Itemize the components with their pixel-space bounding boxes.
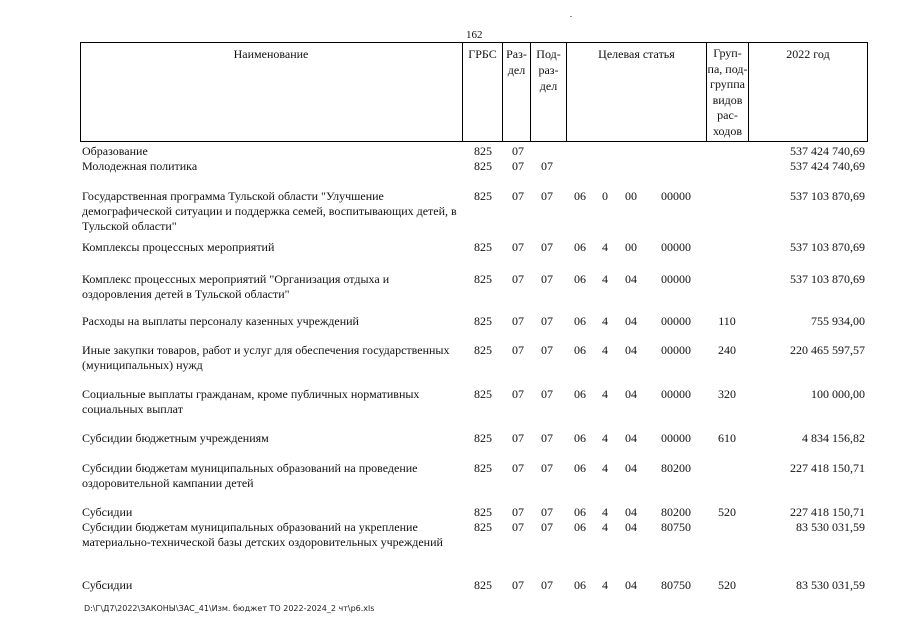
row-prog: 06 — [574, 189, 586, 203]
row-amount: 4 834 156,82 — [802, 431, 865, 445]
row-type: 4 — [602, 461, 608, 475]
row-grbs: 825 — [474, 189, 492, 203]
row-podrazdel: 07 — [541, 387, 553, 401]
row-vr: 110 — [718, 314, 736, 328]
row-podrazdel: 07 — [541, 431, 553, 445]
header-razdel: Раз- дел — [506, 47, 527, 77]
row-vr: 520 — [718, 578, 736, 592]
row-grbs: 825 — [474, 578, 492, 592]
row-amount: 220 465 597,57 — [790, 343, 865, 357]
row-dir: 80750 — [661, 578, 691, 592]
row-type: 0 — [602, 189, 608, 203]
row-prog: 06 — [574, 431, 586, 445]
row-name: Государственная программа Тульской области "Улучшение демографической ситуации и поддержка семей, воспитывающих детей, в Тульской области" — [82, 189, 457, 233]
row-podrazdel: 07 — [541, 272, 553, 286]
row-type: 4 — [602, 505, 608, 519]
row-podrazdel: 07 — [541, 159, 553, 173]
row-name: Молодежная политика — [82, 159, 198, 173]
header-grbs: ГРБС — [468, 47, 497, 61]
row-grbs: 825 — [474, 461, 492, 475]
row-grbs: 825 — [474, 240, 492, 254]
row-razdel: 07 — [512, 240, 524, 254]
row-podrazdel: 07 — [541, 240, 553, 254]
row-vr: 320 — [718, 387, 736, 401]
row-razdel: 07 — [512, 159, 524, 173]
row-prog: 06 — [574, 272, 586, 286]
row-name: Субсидии — [82, 578, 133, 592]
row-comp: 04 — [625, 272, 637, 286]
row-amount: 537 103 870,69 — [790, 189, 865, 203]
row-grbs: 825 — [474, 431, 492, 445]
row-prog: 06 — [574, 240, 586, 254]
row-comp: 04 — [625, 314, 637, 328]
row-name: Субсидии бюджетам муниципальных образований на проведение оздоровительной кампании детей — [82, 461, 418, 490]
row-dir: 00000 — [661, 189, 691, 203]
row-amount: 755 934,00 — [811, 314, 865, 328]
row-name: Комплексы процессных мероприятий — [82, 240, 275, 254]
row-dir: 80200 — [661, 505, 691, 519]
row-name: Образование — [82, 144, 148, 158]
row-grbs: 825 — [474, 314, 492, 328]
row-comp: 04 — [625, 387, 637, 401]
scan-speck — [570, 16, 572, 17]
row-podrazdel: 07 — [541, 578, 553, 592]
row-type: 4 — [602, 431, 608, 445]
row-comp: 04 — [625, 431, 637, 445]
row-razdel: 07 — [512, 272, 524, 286]
row-dir: 80750 — [661, 520, 691, 534]
row-prog: 06 — [574, 505, 586, 519]
row-vr: 520 — [718, 505, 736, 519]
row-amount: 100 000,00 — [811, 387, 865, 401]
file-path-footer: D:\Г\Д7\2022\ЗАКОНЫ\ЗАС_41\Изм. бюджет ТО 2022-2024_2 чт\р6.xls — [84, 604, 375, 613]
row-type: 4 — [602, 578, 608, 592]
header-podrazdel: Под- раз- дел — [536, 47, 561, 93]
row-type: 4 — [602, 272, 608, 286]
row-podrazdel: 07 — [541, 505, 553, 519]
row-grbs: 825 — [474, 505, 492, 519]
row-grbs: 825 — [474, 520, 492, 534]
row-type: 4 — [602, 240, 608, 254]
row-dir: 00000 — [661, 272, 691, 286]
row-amount: 537 103 870,69 — [790, 272, 865, 286]
row-dir: 00000 — [661, 387, 691, 401]
row-comp: 04 — [625, 505, 637, 519]
row-name: Субсидии — [82, 505, 133, 519]
row-grbs: 825 — [474, 272, 492, 286]
header-year: 2022 год — [786, 47, 830, 61]
header-target-article: Целевая статья — [598, 47, 675, 61]
row-razdel: 07 — [512, 431, 524, 445]
row-name: Субсидии бюджетам муниципальных образований на укрепление материально-технической базы детских оздоровительных учреждений — [82, 520, 443, 549]
row-name: Комплекс процессных мероприятий "Организация отдыха и оздоровления детей в Тульской области" — [82, 272, 390, 301]
row-podrazdel: 07 — [541, 520, 553, 534]
row-type: 4 — [602, 314, 608, 328]
header-name: Наименование — [233, 47, 309, 61]
row-razdel: 07 — [512, 461, 524, 475]
row-amount: 537 103 870,69 — [790, 240, 865, 254]
row-podrazdel: 07 — [541, 189, 553, 203]
row-prog: 06 — [574, 461, 586, 475]
row-type: 4 — [602, 387, 608, 401]
row-podrazdel: 07 — [541, 343, 553, 357]
row-type: 4 — [602, 343, 608, 357]
row-vr: 610 — [718, 431, 736, 445]
row-podrazdel: 07 — [541, 461, 553, 475]
row-name: Субсидии бюджетным учреждениям — [82, 431, 269, 445]
page-number: 162 — [466, 29, 483, 41]
row-comp: 04 — [625, 520, 637, 534]
row-razdel: 07 — [512, 520, 524, 534]
row-amount: 227 418 150,71 — [790, 505, 865, 519]
row-amount: 537 424 740,69 — [790, 144, 865, 158]
row-amount: 83 530 031,59 — [796, 578, 865, 592]
row-comp: 04 — [625, 343, 637, 357]
row-dir: 00000 — [661, 431, 691, 445]
row-razdel: 07 — [512, 144, 524, 158]
row-razdel: 07 — [512, 343, 524, 357]
row-name: Иные закупки товаров, работ и услуг для обеспечения государственных (муниципальных) нужд — [82, 343, 450, 372]
row-prog: 06 — [574, 314, 586, 328]
header-expense-type: Груп- па, под- группа видов рас- ходов — [707, 46, 748, 138]
row-name: Социальные выплаты гражданам, кроме публичных нормативных социальных выплат — [82, 387, 420, 416]
row-dir: 00000 — [661, 240, 691, 254]
row-prog: 06 — [574, 343, 586, 357]
row-razdel: 07 — [512, 189, 524, 203]
row-amount: 227 418 150,71 — [790, 461, 865, 475]
row-prog: 06 — [574, 520, 586, 534]
row-razdel: 07 — [512, 505, 524, 519]
row-prog: 06 — [574, 578, 586, 592]
row-dir: 00000 — [661, 314, 691, 328]
row-dir: 00000 — [661, 343, 691, 357]
row-comp: 04 — [625, 461, 637, 475]
row-dir: 80200 — [661, 461, 691, 475]
row-grbs: 825 — [474, 144, 492, 158]
row-name: Расходы на выплаты персоналу казенных учреждений — [82, 314, 359, 328]
row-grbs: 825 — [474, 387, 492, 401]
row-amount: 537 424 740,69 — [790, 159, 865, 173]
row-razdel: 07 — [512, 387, 524, 401]
row-comp: 00 — [625, 240, 637, 254]
row-comp: 00 — [625, 189, 637, 203]
row-vr: 240 — [718, 343, 736, 357]
row-razdel: 07 — [512, 578, 524, 592]
row-podrazdel: 07 — [541, 314, 553, 328]
row-grbs: 825 — [474, 343, 492, 357]
row-amount: 83 530 031,59 — [796, 520, 865, 534]
row-comp: 04 — [625, 578, 637, 592]
row-grbs: 825 — [474, 159, 492, 173]
row-prog: 06 — [574, 387, 586, 401]
row-type: 4 — [602, 520, 608, 534]
row-razdel: 07 — [512, 314, 524, 328]
